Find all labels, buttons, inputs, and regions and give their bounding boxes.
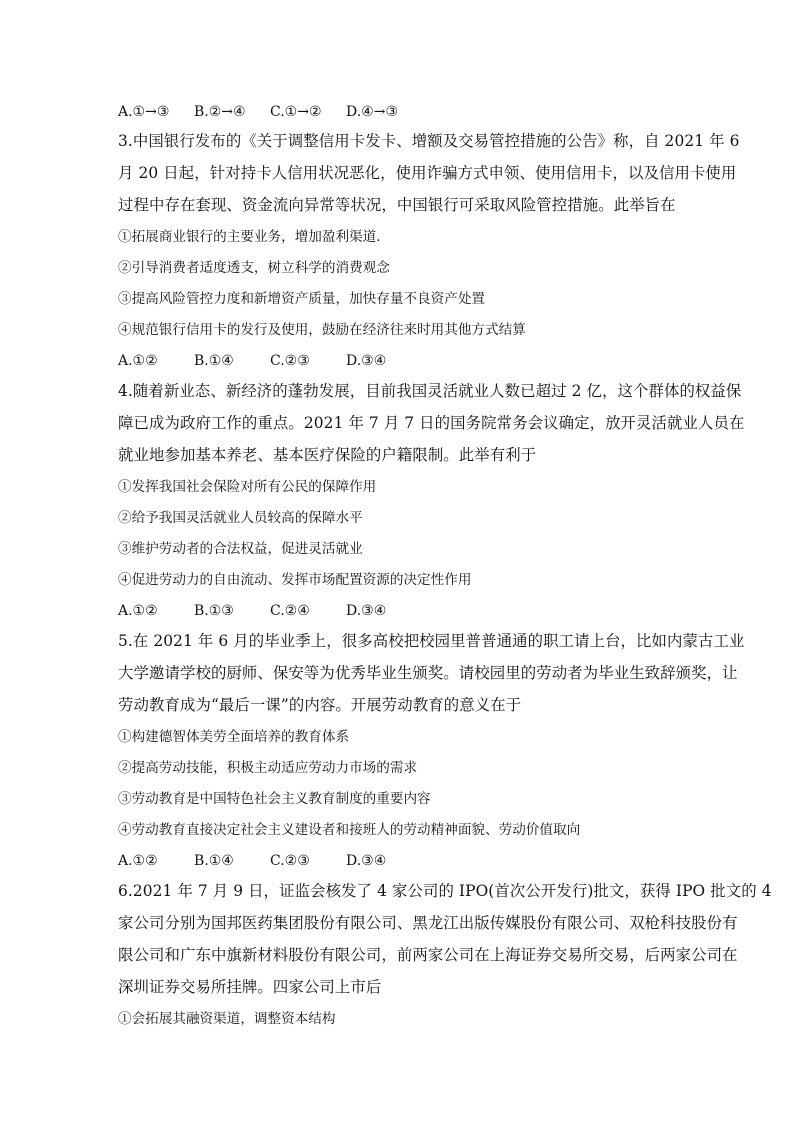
q5-choice-a[interactable]: A.①② [118,853,158,869]
q6-stem-line-3: 限公司和广东中旗新材料股份有限公司，前两家公司在上海证券交易所交易，后两家公司在 [118,946,738,964]
q4-option-3: ③维护劳动者的合法权益，促进灵活就业 [118,541,363,557]
q4-stem-line-1: 4.随着新业态、新经济的蓬勃发展，目前我国灵活就业人数已超过 2 亿，这个群体的权益保 [118,382,742,400]
q4-choice-c[interactable]: C.②④ [270,603,310,619]
q5-option-2: ②提高劳动技能，积极主动适应劳动力市场的需求 [118,760,418,776]
q5-choice-b[interactable]: B.①④ [194,853,234,869]
q4-option-2: ②给予我国灵活就业人员较高的保障水平 [118,510,363,526]
q5-stem-line-3: 劳动教育成为“最后一课”的内容。开展劳动教育的意义在于 [118,696,522,714]
q4-choice-b[interactable]: B.①③ [194,603,234,619]
q4-choice-a[interactable]: A.①② [118,603,158,619]
q3-stem-line-3: 过程中存在套现、资金流向异常等状况，中国银行可采取风险管控措施。此举旨在 [118,196,676,214]
q3-option-2: ②引导消费者适度透支，树立科学的消费观念 [118,260,390,276]
q5-option-4: ④劳动教育直接决定社会主义建设者和接班人的劳动精神面貌、劳动价值取向 [118,822,581,838]
q3-option-4: ④规范银行信用卡的发行及使用，鼓励在经济往来时用其他方式结算 [118,322,526,338]
q6-stem-line-1: 6.2021 年 7 月 9 日，证监会核发了 4 家公司的 IPO(首次公开发行)批文，获得 IPO 批文的 4 [118,882,772,900]
q5-option-3: ③劳动教育是中国特色社会主义教育制度的重要内容 [118,791,431,807]
q4-stem-line-3: 就业地参加基本养老、基本医疗保险的户籍限制。此举有利于 [118,446,537,464]
q3-stem-line-1: 3.中国银行发布的《关于调整信用卡发卡、增额及交易管控措施的公告》称，自 2021 年 6 [118,132,740,150]
q3-choice-b[interactable]: B.①④ [194,353,234,369]
q5-stem-line-1: 5.在 2021 年 6 月的毕业季上，很多高校把校园里普普通通的职工请上台，比如内蒙古工业 [118,632,745,650]
q2-choice-d[interactable]: D.④→③ [346,104,399,120]
q3-choice-a[interactable]: A.①② [118,353,158,369]
q5-stem-line-2: 大学邀请学校的厨师、保安等为优秀毕业生颁奖。请校园里的劳动者为毕业生致辞颁奖，让 [118,664,738,682]
q6-stem-line-4: 深圳证券交易所挂牌。四家公司上市后 [118,978,382,996]
q2-choice-a[interactable]: A.①→③ [118,104,170,120]
q4-stem-line-2: 障已成为政府工作的重点。2021 年 7 月 7 日的国务院常务会议确定，放开灵活就业人员在 [118,414,745,432]
q4-option-4: ④促进劳动力的自由流动、发挥市场配置资源的决定性作用 [118,572,472,588]
q6-option-1: ①会拓展其融资渠道，调整资本结构 [118,1011,336,1027]
q5-choice-c[interactable]: C.②③ [270,853,310,869]
q6-stem-line-2: 家公司分别为国邦医药集团股份有限公司、黑龙江出版传媒股份有限公司、双枪科技股份有 [118,914,738,932]
q4-option-1: ①发挥我国社会保险对所有公民的保障作用 [118,479,377,495]
q4-choice-d[interactable]: D.③④ [346,603,387,619]
q5-option-1: ①构建德智体美劳全面培养的教育体系 [118,729,350,745]
q3-choices [118,351,422,371]
q5-choices [118,851,422,871]
q3-option-1: ①拓展商业银行的主要业务，增加盈利渠道. [118,229,381,245]
q2-choice-b[interactable]: B.②→④ [194,104,246,120]
q3-stem-line-2: 月 20 日起，针对持卡人信用状况恶化，使用诈骗方式申领、使用信用卡，以及信用卡使用 [118,164,737,182]
q3-choice-c[interactable]: C.②③ [270,353,310,369]
q2-choice-c[interactable]: C.①→② [270,104,322,120]
q3-choice-d[interactable]: D.③④ [346,353,387,369]
q5-choice-d[interactable]: D.③④ [346,853,387,869]
q4-choices [118,601,422,621]
q2-choices [118,102,422,122]
q3-option-3: ③提高风险管控力度和新增资产质量，加快存量不良资产处置 [118,291,486,307]
